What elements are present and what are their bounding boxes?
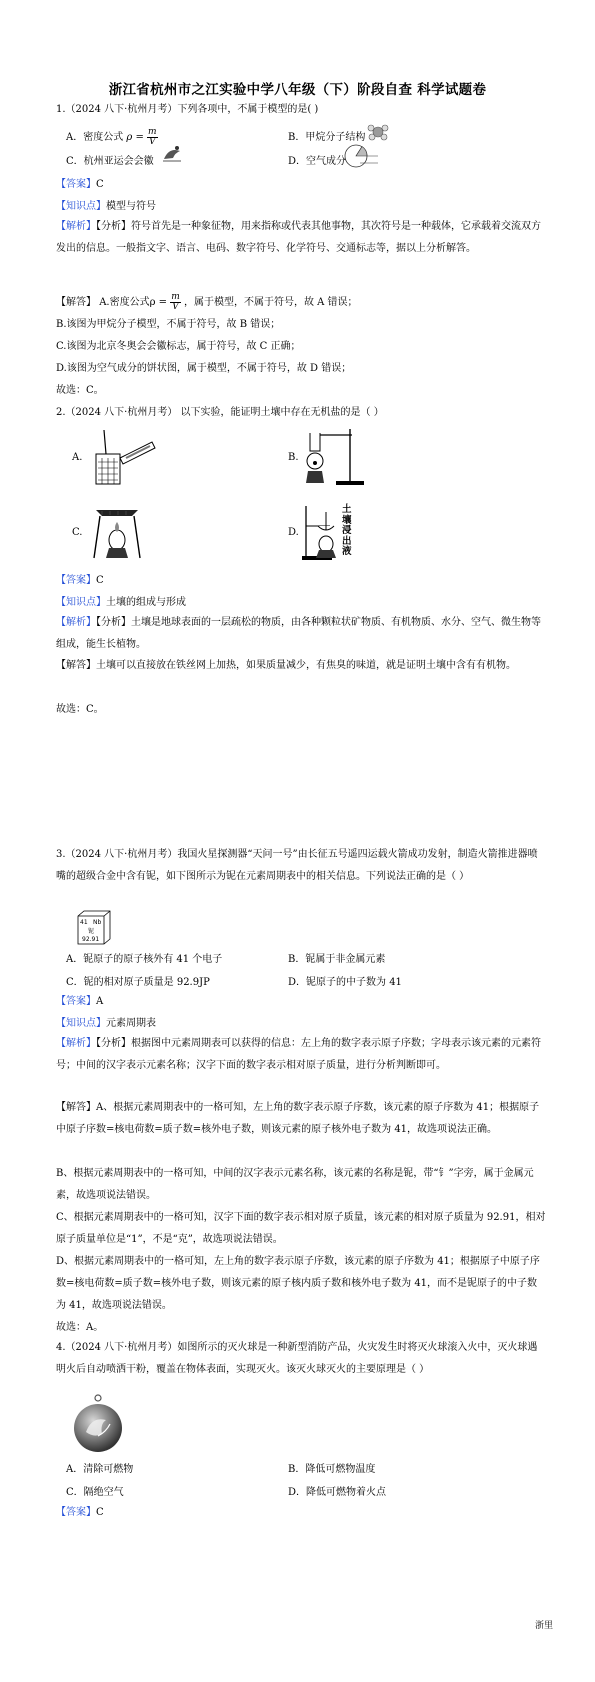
q2-soil-extract-label: 土壤浸出液 [342, 504, 352, 557]
cell-mass: 92.91 [82, 936, 100, 943]
q3-option-b: B．铌属于非金属元素 [288, 954, 386, 965]
q1-analysis [56, 216, 546, 260]
q3-option-a: A．铌原子的原子核外有 41 个电子 [66, 954, 223, 965]
q1-choose: 故选：C。 [56, 385, 104, 396]
q4-answer-value: C [96, 1507, 104, 1518]
cell-name: 铌 [88, 928, 95, 935]
q3-answer-value: A [96, 996, 104, 1007]
q3-stem: 3.（2024 八下·杭州月考）我国火星探测器“天问一号”由长征五号遥四运载火箭成功发射，制造火箭推进器喷嘴的超级合金中含有铌，如下图所示为铌在元素周期表中的相关信息。下列说法正确的是（ ） [56, 849, 538, 882]
q2-choose: 故选：C。 [56, 704, 104, 715]
solution-tag: 【解答】 [56, 1102, 96, 1113]
q1-option-a-label: A．密度公式 [66, 132, 124, 143]
answer-tag: 【答案】 [56, 575, 96, 586]
q1-solution-a-prefix: A.密度公式ρ = [99, 297, 168, 308]
q3-solution-b: B、根据元素周期表中的一格可知，中间的汉字表示元素名称，该元素的名称是铌，带“钅”字旁，属于金属元素，故选项说法错误。 [56, 1168, 534, 1201]
q1-option-b [288, 128, 365, 143]
knowledge-tag: 【知识点】 [56, 1018, 106, 1029]
q2-answer-value: C [96, 575, 104, 586]
page-footer: 浙里 [534, 1621, 553, 1631]
fraction-denominator: V [149, 137, 156, 147]
page-title: 浙江省杭州市之江实验中学八年级（下）阶段自查 科学试题卷 [108, 82, 487, 98]
explain-tag: 【解析】 [56, 1038, 96, 1049]
q4-option-a: A．清除可燃物 [66, 1464, 134, 1475]
fraction-denominator: V [172, 302, 179, 312]
q3-analysis [56, 1033, 546, 1077]
q3-solution-a-text: A、根据元素周期表中的一格可知，左上角的数字表示原子序数，该元素的原子序数为 41；根据原子中原子序数=核电荷数=质子数=核外电子数，则该元素的原子核外电子数为 41，故选项说法正确。 [56, 1102, 540, 1135]
q3-analysis-text: 根据图中元素周期表可以获得的信息：左上角的数字表示原子序数；字母表示该元素的元素符号；中间的汉字表示元素名称；汉字下面的数字表示相对原子质量，进行分析判断即可。 [56, 1038, 541, 1071]
q2-option-d: D. [288, 527, 299, 538]
q2-knowledge-value: 土壤的组成与形成 [106, 597, 186, 608]
q3-solution-c: C、根据元素周期表中的一格可知，汉字下面的数字表示相对原子质量，该元素的相对原子质量为 92.91，相对原子质量单位是“1”，不是“克”，故选项说法错误。 [56, 1212, 546, 1245]
q3-knowledge [56, 1017, 546, 1030]
q2-answer [56, 574, 546, 587]
fire-extinguisher-ball-image [72, 1394, 124, 1454]
cell-symbol: Nb [93, 919, 102, 926]
solution-tag: 【解答】 [56, 297, 96, 308]
q2-solution-text: 土壤可以直接放在铁丝网上加热，如果质量减少，有焦臭的味道，就是证明土壤中含有有机物。 [96, 660, 516, 671]
explain-tag: 【解析】 [56, 221, 96, 232]
q2-option-a: A. [72, 452, 83, 463]
analysis-tag: 【分析】 [96, 1038, 131, 1049]
q1-solution-fraction [170, 293, 181, 312]
q1-stem: 1.（2024 八下·杭州月考）下列各项中，不属于模型的是( ) [56, 104, 319, 115]
q4-stem: 4.（2024 八下·杭州月考）如图所示的灭火球是一种新型消防产品，火灾发生时将灭火球滚入火中，灭火球遇明火后自动喷洒干粉，覆盖在物体表面，实现灭火。该灭火球灭火的主要原理是（ ） [56, 1342, 538, 1375]
air-composition-pie-image [342, 143, 380, 169]
knowledge-tag: 【知识点】 [56, 597, 106, 608]
q2-analysis-text: 土壤是地球表面的一层疏松的物质，由各种颗粒状矿物质、有机物质、水分、空气、微生物等组成，能生长植物。 [56, 617, 541, 650]
q1-option-a [66, 128, 158, 147]
q3-choose: 故选：A。 [56, 1322, 104, 1333]
q2-wire-mesh-heating-image [88, 500, 146, 562]
q1-solution-d: D.该图为空气成分的饼状图，属于模型，不属于符号，故 D 错误； [56, 363, 352, 374]
q1-solution-a [56, 293, 546, 312]
q2-option-b: B. [288, 452, 299, 463]
q1-answer-value: C [96, 179, 104, 190]
fraction-numerator: m [171, 292, 180, 302]
q1-option-d-label: D．空气成分 [288, 156, 347, 167]
q1-solution-b: B.该图为甲烷分子模型，不属于符号，故 B 错误； [56, 319, 281, 330]
explain-tag: 【解析】 [56, 617, 96, 628]
q2-knowledge [56, 596, 546, 609]
q1-solution-c: C.该图为北京冬奥会会徽标志，属于符号，故 C 正确； [56, 341, 301, 352]
answer-tag: 【答案】 [56, 179, 96, 190]
q3-solution-a [56, 1097, 546, 1141]
asian-games-emblem-image [161, 143, 183, 165]
q2-stem: 2.（2024 八下·杭州月考） 以下实验，能证明土壤中存在无机盐的是（ ） [56, 407, 384, 418]
q3-option-c: C．铌的相对原子质量是 92.9JP [66, 977, 210, 988]
q3-option-d: D．铌原子的中子数为 41 [288, 977, 402, 988]
q4-option-c: C．隔绝空气 [66, 1487, 124, 1498]
q1-solution-a-suffix: ，属于模型，不属于符号，故 A 错误； [183, 297, 358, 308]
fraction-numerator: m [148, 127, 157, 137]
analysis-tag: 【分析】 [96, 617, 131, 628]
methane-molecule-image [367, 123, 389, 141]
q1-answer [56, 178, 546, 191]
q2-solution [56, 655, 546, 677]
q2-option-c: C. [72, 527, 83, 538]
q3-solution-d: D、根据元素周期表中的一格可知，左上角的数字表示原子序数，该元素的原子序数为 41；根据原子中原子序数=核电荷数=质子数=核外电子数，则该元素的原子核内质子数和核外电子数为 41，而不是铌原子的中子数为 41，故选项说法错误。 [56, 1256, 540, 1311]
q1-option-a-rho: ρ = [126, 132, 144, 143]
q1-option-b-label: B．甲烷分子结构 [288, 132, 366, 143]
knowledge-tag: 【知识点】 [56, 201, 106, 212]
q3-answer [56, 995, 546, 1008]
q3-knowledge-value: 元素周期表 [106, 1018, 156, 1029]
q1-analysis-text: 符号首先是一种象征物，用来指称或代表其他事物，其次符号是一种载体，它承载着交流双方发出的信息。一般指文字、语言、电码、数字符号、化学符号、交通标志等，据以上分析解答。 [56, 221, 541, 254]
q1-knowledge-value: 模型与符号 [106, 201, 156, 212]
q4-option-d: D．降低可燃物着火点 [288, 1487, 387, 1498]
q1-option-a-fraction [147, 128, 158, 147]
niobium-periodic-cell-image [72, 910, 112, 946]
analysis-tag: 【分析】 [96, 221, 131, 232]
q1-knowledge [56, 200, 546, 213]
answer-tag: 【答案】 [56, 996, 96, 1007]
answer-tag: 【答案】 [56, 1507, 96, 1518]
q2-analysis [56, 612, 546, 656]
q1-option-d [288, 152, 346, 167]
solution-tag: 【解答】 [56, 660, 96, 671]
q4-option-b: B．降低可燃物温度 [288, 1464, 376, 1475]
q1-option-c [66, 152, 154, 167]
q4-answer [56, 1506, 546, 1519]
q2-beaker-experiment-image [90, 428, 158, 486]
q1-option-c-label: C．杭州亚运会会徽 [66, 156, 154, 167]
q2-heating-stand-image [300, 425, 368, 487]
cell-atomic-number: 41 [80, 919, 88, 926]
